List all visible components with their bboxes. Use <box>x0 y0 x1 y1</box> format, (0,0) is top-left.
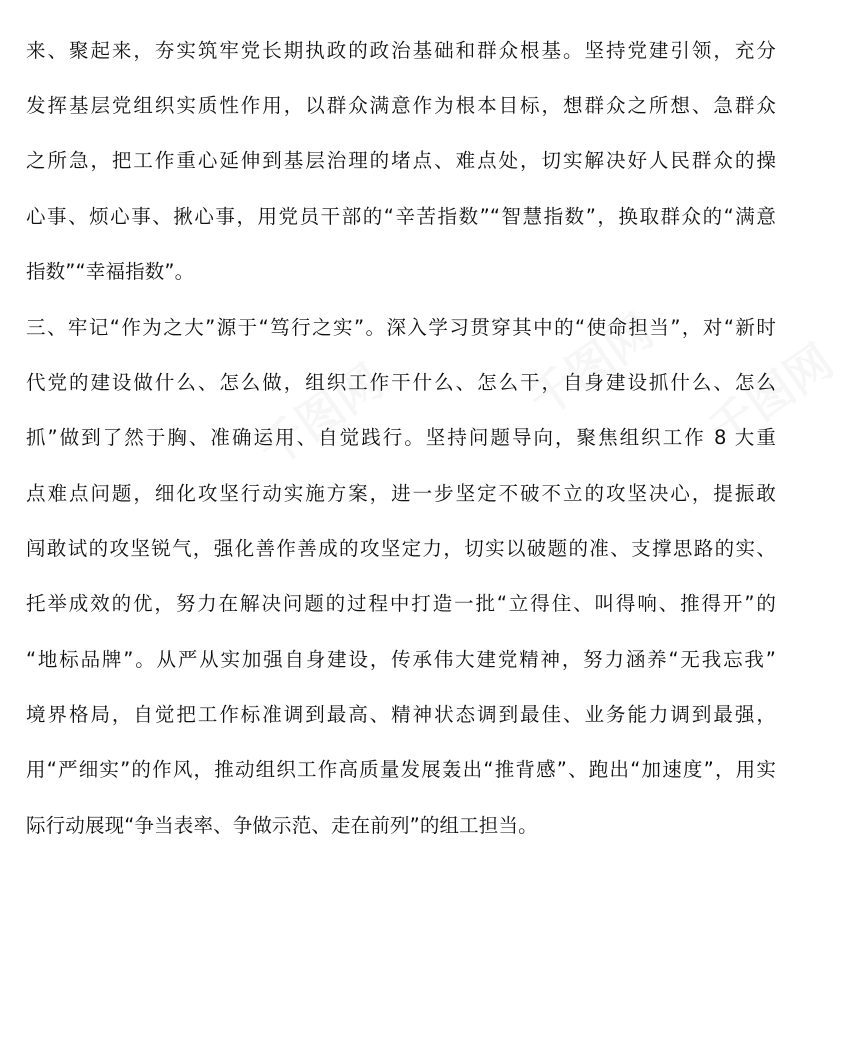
text-line: 抓”做到了然于胸、准确运用、自觉践行。坚持问题导向，聚焦组织工作 8 大重 <box>26 426 776 449</box>
watermark: 千图网 <box>698 333 843 458</box>
watermark: 千图网 <box>518 303 663 428</box>
text-line: 代党的建设做什么、怎么做，组织工作干什么、怎么干，自身建设抓什么、怎么 <box>26 371 776 394</box>
text-line: 闯敢试的攻坚锐气，强化善作善成的攻坚定力，切实以破题的准、支撑思路的实、 <box>26 537 776 560</box>
text-line: “地标品牌”。从严从实加强自身建设，传承伟大建党精神，努力涵养“无我忘我” <box>26 648 776 671</box>
text-line: 来、聚起来，夯实筑牢党长期执政的政治基础和群众根基。坚持党建引领，充分 <box>26 39 776 62</box>
text-line: 托举成效的优，努力在解决问题的过程中打造一批“立得住、叫得响、推得开”的 <box>26 592 776 615</box>
section-heading-line: 三、牢记“作为之大”源于“笃行之实”。深入学习贯穿其中的“使命担当”，对“新时 <box>26 316 776 339</box>
text-line: 指数”“幸福指数”。 <box>26 260 195 283</box>
text-line: 发挥基层党组织实质性作用，以群众满意作为根本目标，想群众之所想、急群众 <box>26 94 776 117</box>
text-line: 点难点问题，细化攻坚行动实施方案，进一步坚定不破不立的攻坚决心，提振敢 <box>26 482 776 505</box>
watermark: 千图网 <box>248 353 393 478</box>
text-line: 用“严细实”的作风，推动组织工作高质量发展轰出“推背感”、跑出“加速度”，用实 <box>26 758 776 781</box>
text-line: 心事、烦心事、揪心事，用党员干部的“辛苦指数”“智慧指数”，换取群众的“满意 <box>26 205 776 228</box>
text-line: 之所急，把工作重心延伸到基层治理的堵点、难点处，切实解决好人民群众的操 <box>26 149 776 172</box>
text-line: 境界格局，自觉把工作标准调到最高、精神状态调到最佳、业务能力调到最强， <box>26 703 776 726</box>
text-line: 际行动展现“争当表率、争做示范、走在前列”的组工担当。 <box>26 814 538 837</box>
